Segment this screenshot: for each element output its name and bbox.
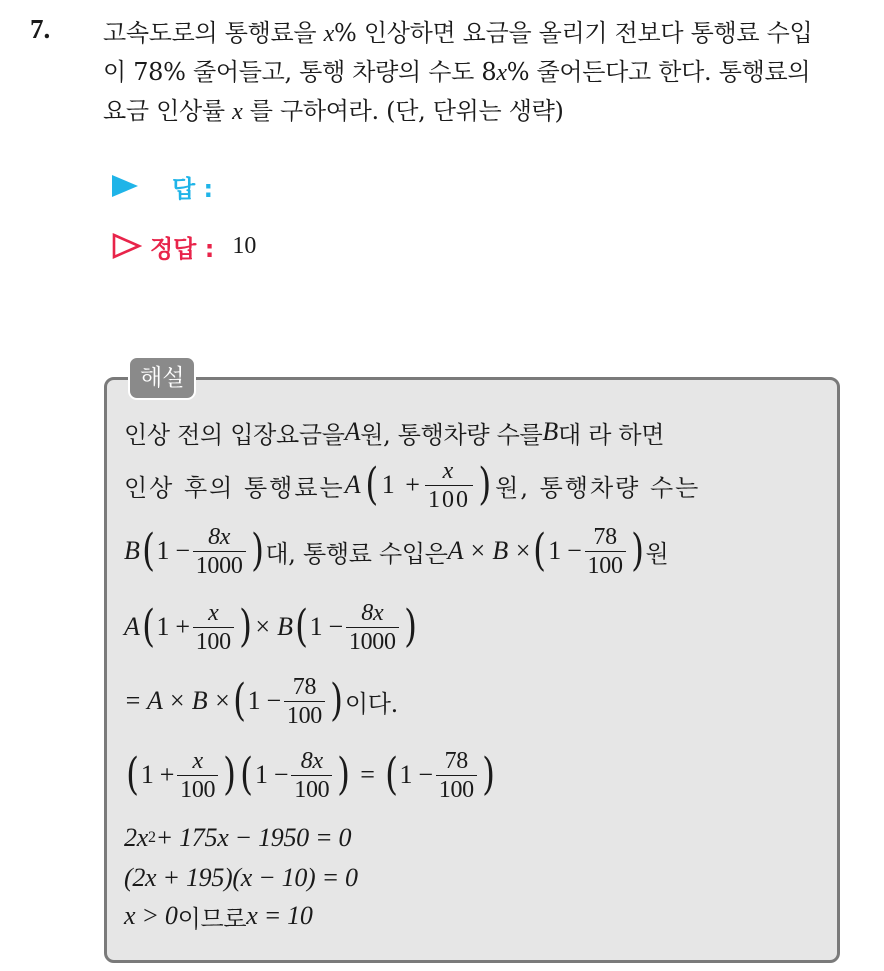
explanation-tag: 해설 [128,356,196,400]
explanation-line-1: 인상 전의 입장요금을 A 원, 통행차량 수를 B 대 라 하면 [124,417,665,449]
fraction: $\frac{78}{100}$ [284,673,325,730]
fraction: $\frac{8x}{100}$ [291,747,332,804]
fraction: $\frac{8x}{1000}$ [193,523,246,580]
fraction: $\frac{x}{100}$ [177,747,218,804]
question-number: 7. [30,14,51,44]
solution-value: 10 [232,232,257,259]
answer-label: 답 : [172,174,214,203]
explanation-line-4: A ( 1 + $\frac{x}{100}$ ) × B ( 1 − $\frac{8x}{1000}$ ) [124,599,417,655]
solution-row [112,227,256,265]
fraction: $\frac{x}{100}$ [425,457,473,514]
question-line-2: 이 78% 줄어들고, 통행 차량의 수도 8x% 줄어든다고 한다. 통행료의 [103,58,811,86]
explanation-line-2: 인상 후의 통행료는 A ( 1 + $\frac{x}{100}$ ) 원, 통행차량 수는 [124,457,701,513]
explanation-line-5: = A × B × ( 1 − $\frac{78}{100}$ ) 이다. [124,673,398,729]
answer-row [112,168,231,204]
question-line-1: 고속도로의 통행료을 x% 인상하면 요금을 올리기 전보다 통행료 수입 [103,19,813,47]
explanation-line-6: ( 1 + $\frac{x}{100}$ ) ( 1 − $\frac{8x}{100}$ ) = ( 1 − $\frac{78}{100}$ ) [126,747,495,803]
explanation-line-3: B ( 1 − $\frac{8x}{1000}$ ) 대, 통행료 수입은 A × B × ( 1 − $\frac{78}{100}$ ) 원 [124,523,669,579]
fraction: $\frac{8x}{1000}$ [346,599,399,656]
fraction: $\frac{x}{100}$ [193,599,234,656]
question-line-3: 요금 인상률 x 를 구하여라. (단, 단위는 생략) [103,97,564,125]
solution-label: 정답 : [150,234,215,263]
play-triangle-icon [112,175,138,197]
outline-triangle-icon [112,233,142,259]
explanation-line-7: 2x 2 + 175x − 1950 = 0 [124,823,352,852]
question-text [103,14,873,131]
fraction: $\frac{78}{100}$ [436,747,477,804]
fraction: $\frac{78}{100}$ [585,523,626,580]
explanation-line-9: x > 0 이므로 x = 10 [124,901,313,933]
explanation-line-8: (2x + 195)(x − 10) = 0 [124,863,358,892]
